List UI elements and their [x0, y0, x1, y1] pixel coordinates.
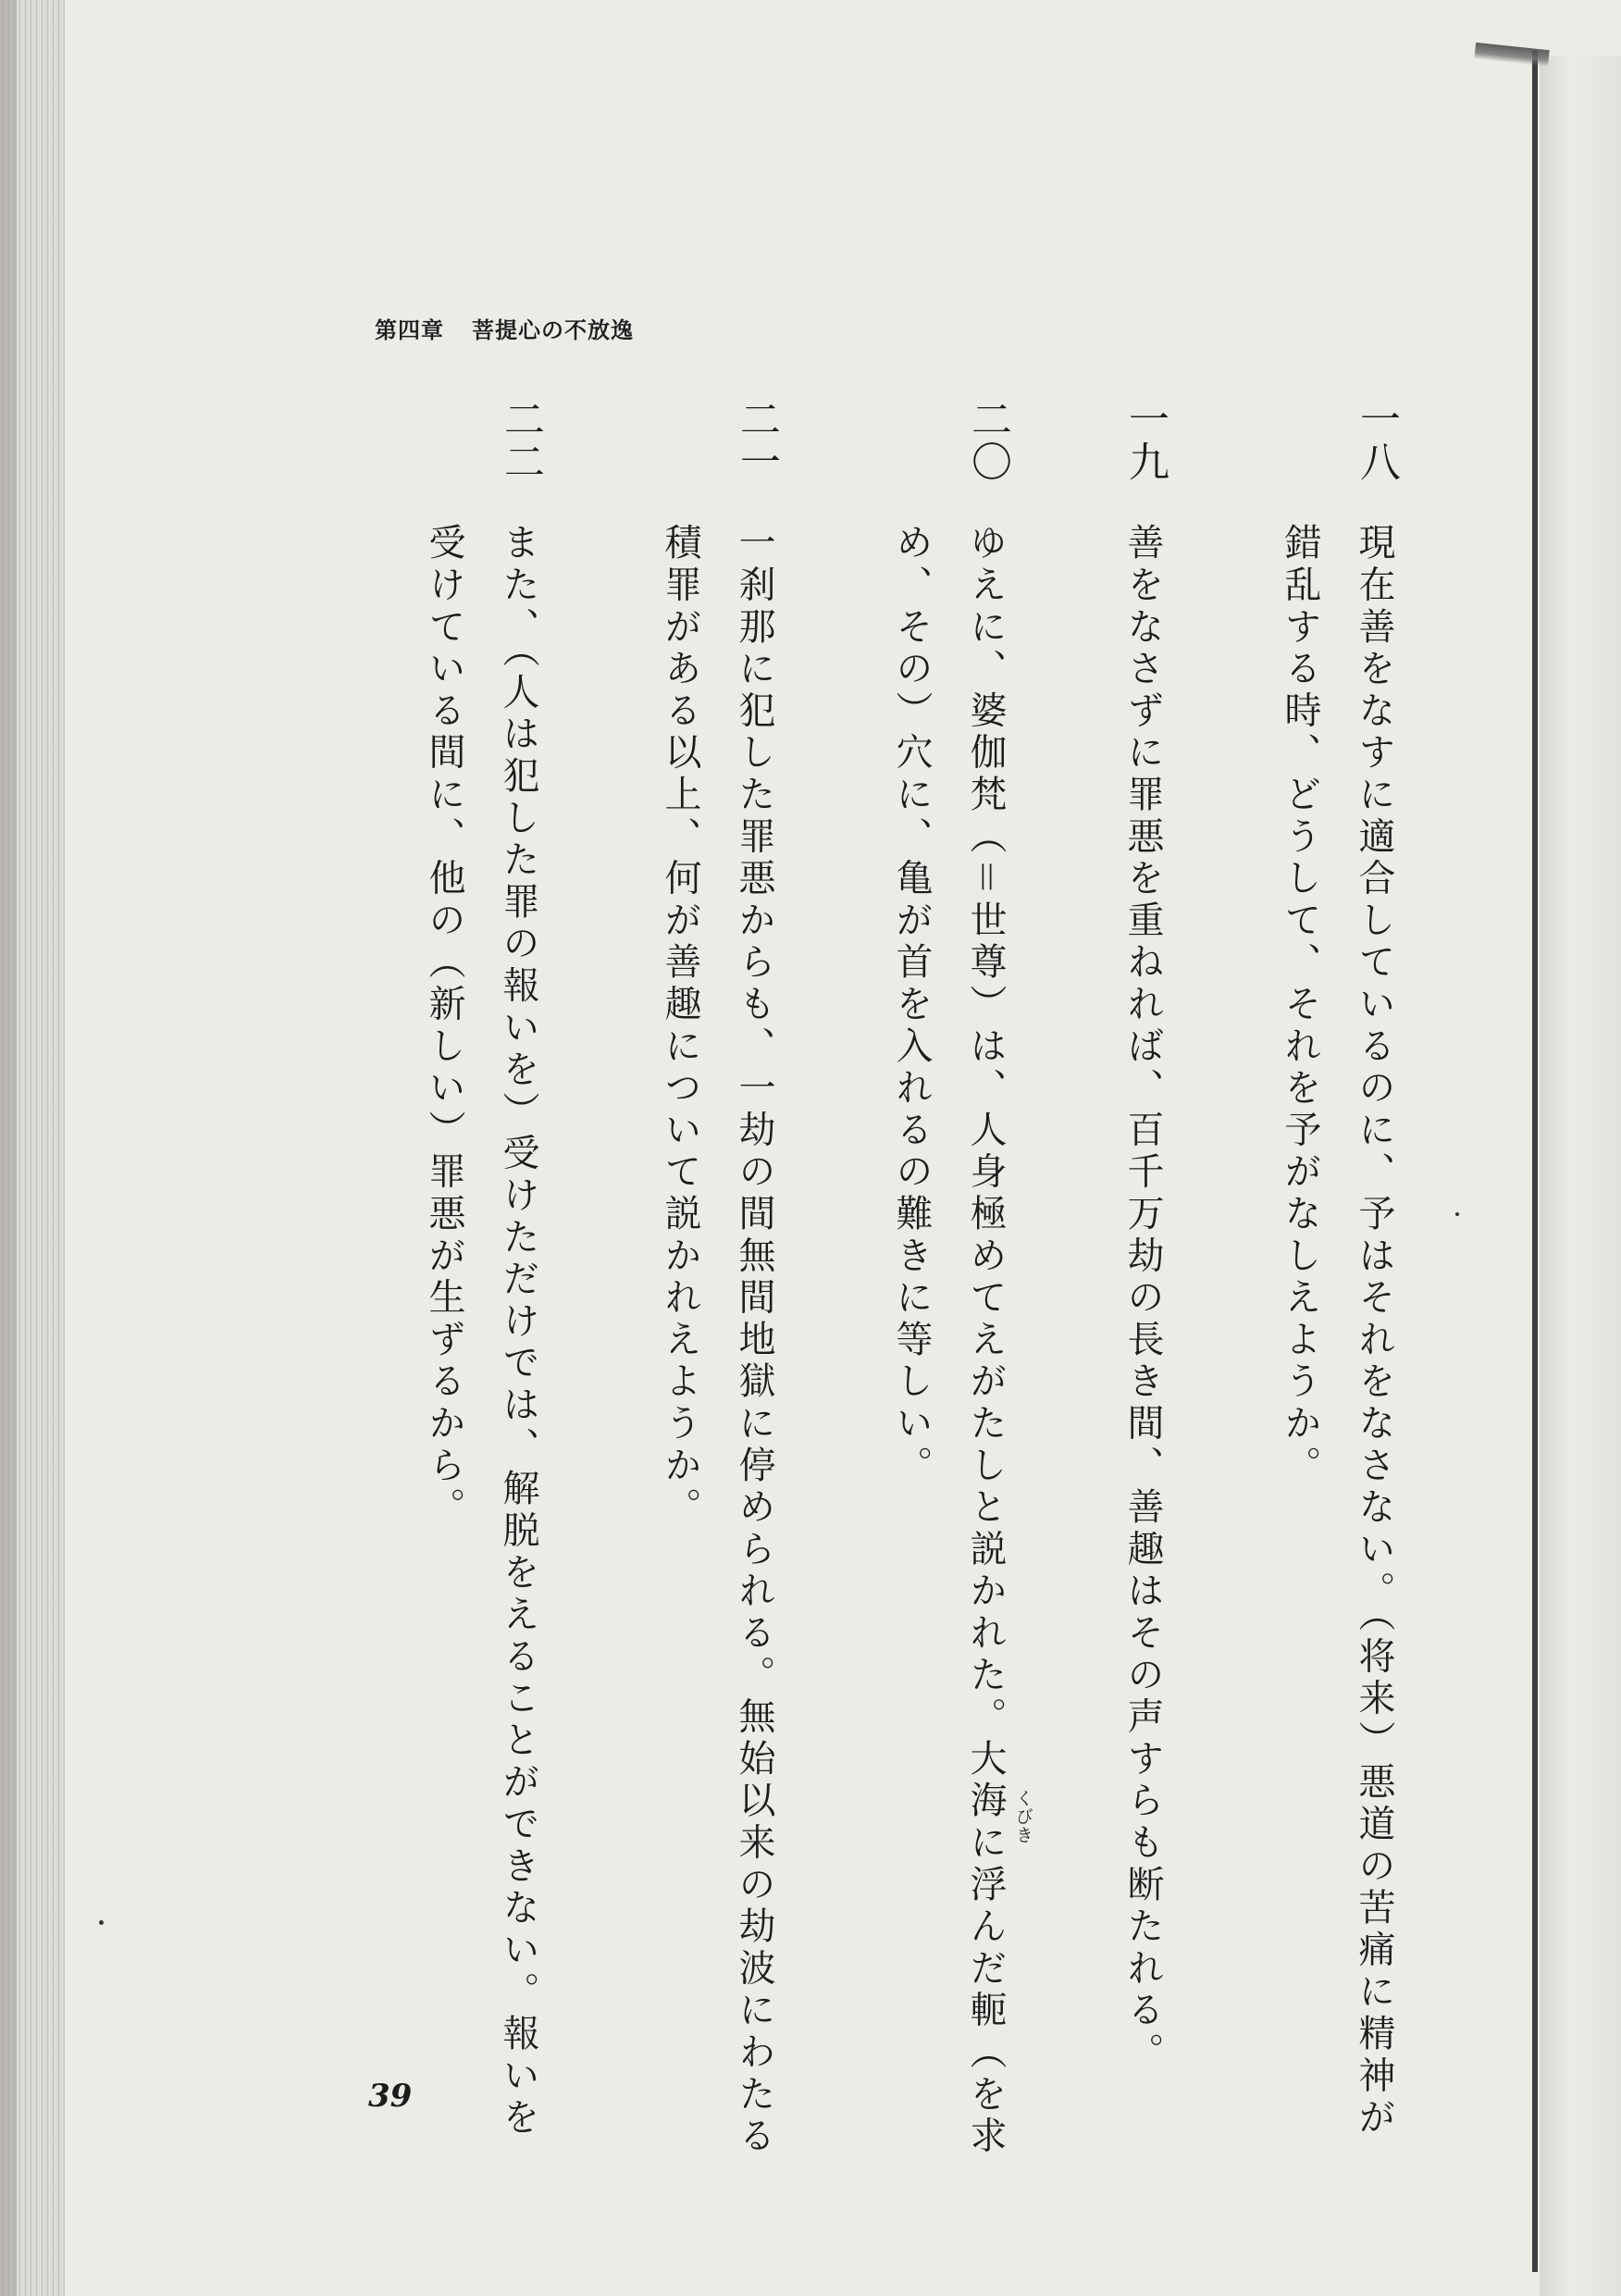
page-edge-right [1532, 51, 1538, 2272]
verse-line: 現在善をなすに適合しているのに、予はそれをなさない。（将来）悪道の苦痛に精神が [1353, 523, 1395, 2140]
verse-line: 積罪がある以上、何が善趣について説かれえようか。 [659, 523, 701, 1530]
verse-line: 錯乱する時、どうして、それを予がなしえようか。 [1279, 523, 1321, 1487]
dust-speck [1455, 1212, 1459, 1216]
verse-line: 一刹那に犯した罪悪からも、一劫の間無間地獄に停められる。無始以来の劫波にわたる [733, 523, 775, 2158]
scan-edge-shadow [0, 0, 17, 2296]
running-head [375, 312, 634, 344]
verse-number: 二一 [733, 398, 780, 483]
verse-number: 一八 [1353, 398, 1400, 483]
verse-line: め、その）穴に、亀が首を入れるの難きに等しい。 [890, 523, 933, 1487]
page-number: 39 [368, 2078, 413, 2115]
facing-page-margin [1540, 56, 1621, 2296]
page-corner-curl [1474, 43, 1549, 67]
ruby-reading: くびき [1013, 1789, 1033, 1844]
verse-line: 受けている間に、他の（新しい）罪悪が生ずるから。 [423, 523, 465, 1530]
dust-speck [99, 1920, 104, 1925]
chapter-label: 第四章 [375, 317, 444, 343]
verse-number: 一九 [1121, 398, 1169, 483]
verse-line: ゆえに、婆伽梵（＝世尊）は、人身極めてえがたしと説かれた。大海に浮んだ軛（を求 [964, 523, 1007, 2158]
verse-number: 二二 [497, 398, 544, 483]
verse-line: 善をなさずに罪悪を重ねれば、百千万劫の長き間、善趣はその声すらも断たれる。 [1121, 523, 1164, 2075]
verse-number: 二〇 [964, 398, 1011, 483]
verse-line: また、（人は犯した罪の報いを）受けただけでは、解脱をえることができない。報いを [497, 523, 539, 2140]
chapter-title: 菩提心の不放逸 [472, 317, 634, 343]
